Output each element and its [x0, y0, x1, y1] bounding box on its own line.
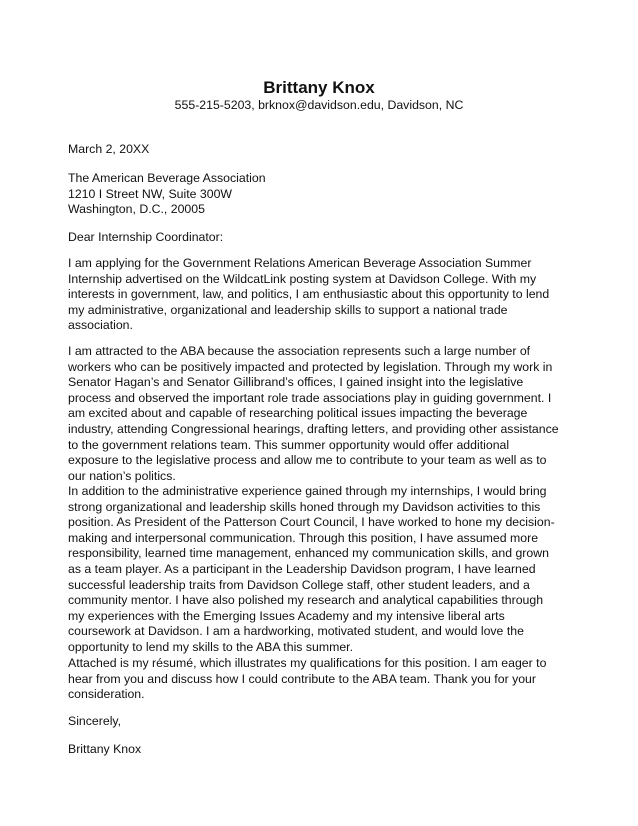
paragraph-line: I am applying for the Government Relations American Beverage Association Summer — [68, 256, 532, 270]
sender-name: Brittany Knox — [263, 78, 375, 97]
paragraph-line: as a team player. As a participant in the Leadership Davidson program, I have learned — [68, 561, 536, 576]
salutation-text: Dear Internship Coordinator: — [68, 230, 224, 244]
paragraph-line: successful leadership traits from Davidson College staff, other student leaders, and a — [68, 577, 530, 592]
recipient-address — [68, 171, 588, 218]
paragraph-line: Internship advertised on the WildcatLink posting system at Davidson College. With my — [68, 271, 537, 286]
paragraph-3 — [68, 484, 588, 656]
recipient-line: 1210 I Street NW, Suite 300W — [68, 186, 233, 201]
closing-text: Sincerely, — [68, 714, 122, 728]
paragraph-2 — [68, 344, 588, 484]
paragraph-4 — [68, 656, 588, 703]
paragraph-line: hear from you and discuss how I could contribute to the ABA team. Thank you for your — [68, 671, 536, 686]
salutation — [68, 230, 588, 246]
letter-date — [68, 142, 588, 158]
paragraph-line: exposure to the legislative process and allow me to contribute to your team as well as to — [68, 453, 547, 468]
paragraph-line: association. — [68, 318, 133, 333]
signature — [68, 742, 588, 758]
paragraph-line: my experiences with the Emerging Issues Academy and my intensive liberal arts — [68, 608, 505, 623]
paragraph-line: process and observed the important role trade associations play in guiding government. I — [68, 390, 552, 405]
sender-contact-info: 555-215-5203, brknox@davidson.edu, Davidson, NC — [174, 98, 464, 112]
date-text: March 2, 20XX — [68, 142, 150, 156]
signature-text: Brittany Knox — [68, 742, 142, 756]
paragraph-line: consideration. — [68, 687, 145, 702]
paragraph-line: community mentor. I have also polished my research and analytical capabilities through — [68, 593, 544, 608]
paragraph-line: am excited about and capable of researching political issues impacting the beverage — [68, 406, 528, 421]
paragraph-line: industry, attending Congressional hearings, drafting letters, and providing other assistance — [68, 421, 559, 436]
recipient-line: The American Beverage Association — [68, 171, 266, 185]
paragraph-line: Attached is my résumé, which illustrates my qualifications for this position. I am eager to — [68, 656, 547, 670]
paragraph-line: responsibility, learned time management, enhanced my communication skills, and grown — [68, 546, 549, 561]
paragraph-line: to the government relations team. This summer opportunity would offer additional — [68, 437, 510, 452]
paragraph-line: I am attracted to the ABA because the association represents such a large number of — [68, 344, 531, 358]
paragraph-1 — [68, 256, 588, 334]
paragraph-line: strong organizational and leadership skills honed through my Davidson activities to this — [68, 499, 541, 514]
paragraph-line: position. As President of the Patterson Court Council, I have worked to hone my decision- — [68, 515, 555, 530]
paragraph-line: coursework at Davidson. I am a hardworking, motivated student, and would love the — [68, 624, 524, 639]
paragraph-line: interests in government, law, and politics, I am enthusiastic about this opportunity to lend — [68, 287, 550, 302]
paragraph-line: making and interpersonal communication. Through this position, I have assumed more — [68, 530, 539, 545]
paragraph-line: Senator Hagan’s and Senator Gillibrand’s offices, I gained insight into the legislative — [68, 375, 524, 390]
closing — [68, 714, 588, 730]
paragraph-line: workers who can be positively impacted and protected by legislation. Through my work in — [68, 359, 553, 374]
paragraph-line: opportunity to lend my skills to the ABA this summer. — [68, 639, 354, 654]
paragraph-line: our nation’s politics. — [68, 468, 176, 483]
recipient-line: Washington, D.C., 20005 — [68, 202, 205, 217]
paragraph-line: In addition to the administrative experience gained through my internships, I would bring — [68, 484, 547, 498]
paragraph-line: my administrative, organizational and leadership skills to support a national trade — [68, 302, 508, 317]
